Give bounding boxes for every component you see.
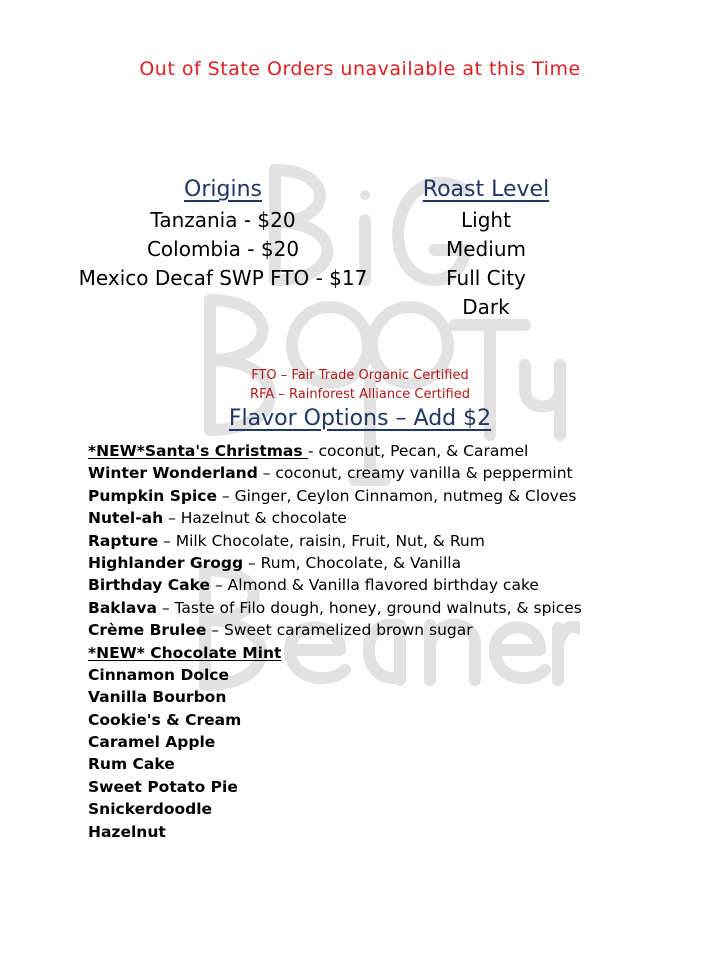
fto-certification-note: FTO – Fair Trade Organic Certified bbox=[251, 368, 469, 383]
flavor-item bbox=[88, 798, 688, 820]
flavor-name: Rum Cake bbox=[88, 755, 175, 774]
origin-item: Tanzania - $20 bbox=[150, 208, 296, 232]
flavor-name: Snickerdoodle bbox=[88, 800, 213, 819]
flavor-item bbox=[88, 776, 688, 798]
flavor-item bbox=[88, 485, 688, 507]
origin-item: Colombia - $20 bbox=[146, 237, 300, 261]
origins-heading: Origins bbox=[184, 177, 262, 202]
flavor-description: – Sweet caramelized brown sugar bbox=[206, 621, 473, 640]
flavor-item bbox=[88, 552, 688, 574]
flavor-description: - coconut, Pecan, & Caramel bbox=[308, 442, 529, 460]
flavor-item bbox=[88, 507, 688, 529]
flavor-name: Pumpkin Spice bbox=[88, 486, 217, 505]
flavor-item bbox=[88, 574, 688, 596]
flavor-item bbox=[88, 753, 688, 775]
flavor-description: – Taste of Filo dough, honey, ground walnuts, & spices bbox=[156, 598, 582, 617]
flavor-name: Crème Brulee bbox=[88, 621, 207, 640]
flavor-description: – Milk Chocolate, raisin, Fruit, Nut, & Rum bbox=[158, 531, 485, 550]
flavor-item bbox=[88, 731, 688, 753]
flavor-name: Winter Wonderland bbox=[88, 464, 258, 483]
flavor-name: Vanilla Bourbon bbox=[88, 688, 227, 707]
rfa-certification-note: RFA – Rainforest Alliance Certified bbox=[250, 387, 470, 402]
flavor-description: – Almond & Vanilla flavored birthday cake bbox=[210, 576, 539, 595]
flavor-item bbox=[88, 686, 688, 708]
flavor-item bbox=[88, 462, 688, 484]
flavor-name: Hazelnut bbox=[88, 822, 166, 841]
flavor-item bbox=[88, 440, 688, 462]
flavor-name: *NEW*Santa's Christmas bbox=[88, 442, 308, 460]
flavor-name: Rapture bbox=[88, 531, 159, 550]
flavor-description: – Hazelnut & chocolate bbox=[163, 509, 347, 528]
flavor-description: – Rum, Chocolate, & Vanilla bbox=[243, 553, 462, 572]
flavor-description: – coconut, creamy vanilla & peppermint bbox=[257, 464, 573, 483]
flavor-description: – Ginger, Ceylon Cinnamon, nutmeg & Cloves bbox=[216, 486, 577, 505]
roast-item: Dark bbox=[462, 295, 510, 319]
flavor-name: Highlander Grogg bbox=[88, 553, 244, 572]
origin-item: Mexico Decaf SWP FTO - $17 bbox=[78, 266, 368, 290]
flavor-options-heading: Flavor Options – Add $2 bbox=[228, 406, 492, 431]
flavor-name: Sweet Potato Pie bbox=[88, 777, 238, 796]
flavor-name: Cookie's & Cream bbox=[88, 710, 242, 729]
flavor-name: Nutel-ah bbox=[88, 509, 164, 528]
flavor-list bbox=[88, 440, 688, 843]
origins-column bbox=[60, 174, 386, 293]
flavor-item bbox=[88, 597, 688, 619]
roast-item: Medium bbox=[446, 237, 526, 261]
flavor-item bbox=[88, 642, 688, 664]
roast-item: Full City bbox=[446, 266, 526, 290]
flavor-item bbox=[88, 709, 688, 731]
flavor-name: Birthday Cake bbox=[88, 576, 211, 595]
flavor-name: Caramel Apple bbox=[88, 733, 216, 752]
flavor-name: Cinnamon Dolce bbox=[88, 665, 229, 684]
flavor-name: Baklava bbox=[88, 598, 157, 617]
out-of-state-notice: Out of State Orders unavailable at this Time bbox=[139, 58, 581, 80]
flavor-name: *NEW* Chocolate Mint bbox=[88, 643, 282, 662]
flavor-item bbox=[88, 619, 688, 641]
roast-item: Light bbox=[461, 208, 511, 232]
flavor-item bbox=[88, 530, 688, 552]
flavor-item bbox=[88, 821, 688, 843]
roast-level-heading: Roast Level bbox=[422, 177, 550, 202]
flavor-item bbox=[88, 664, 688, 686]
roast-level-column bbox=[386, 174, 586, 322]
